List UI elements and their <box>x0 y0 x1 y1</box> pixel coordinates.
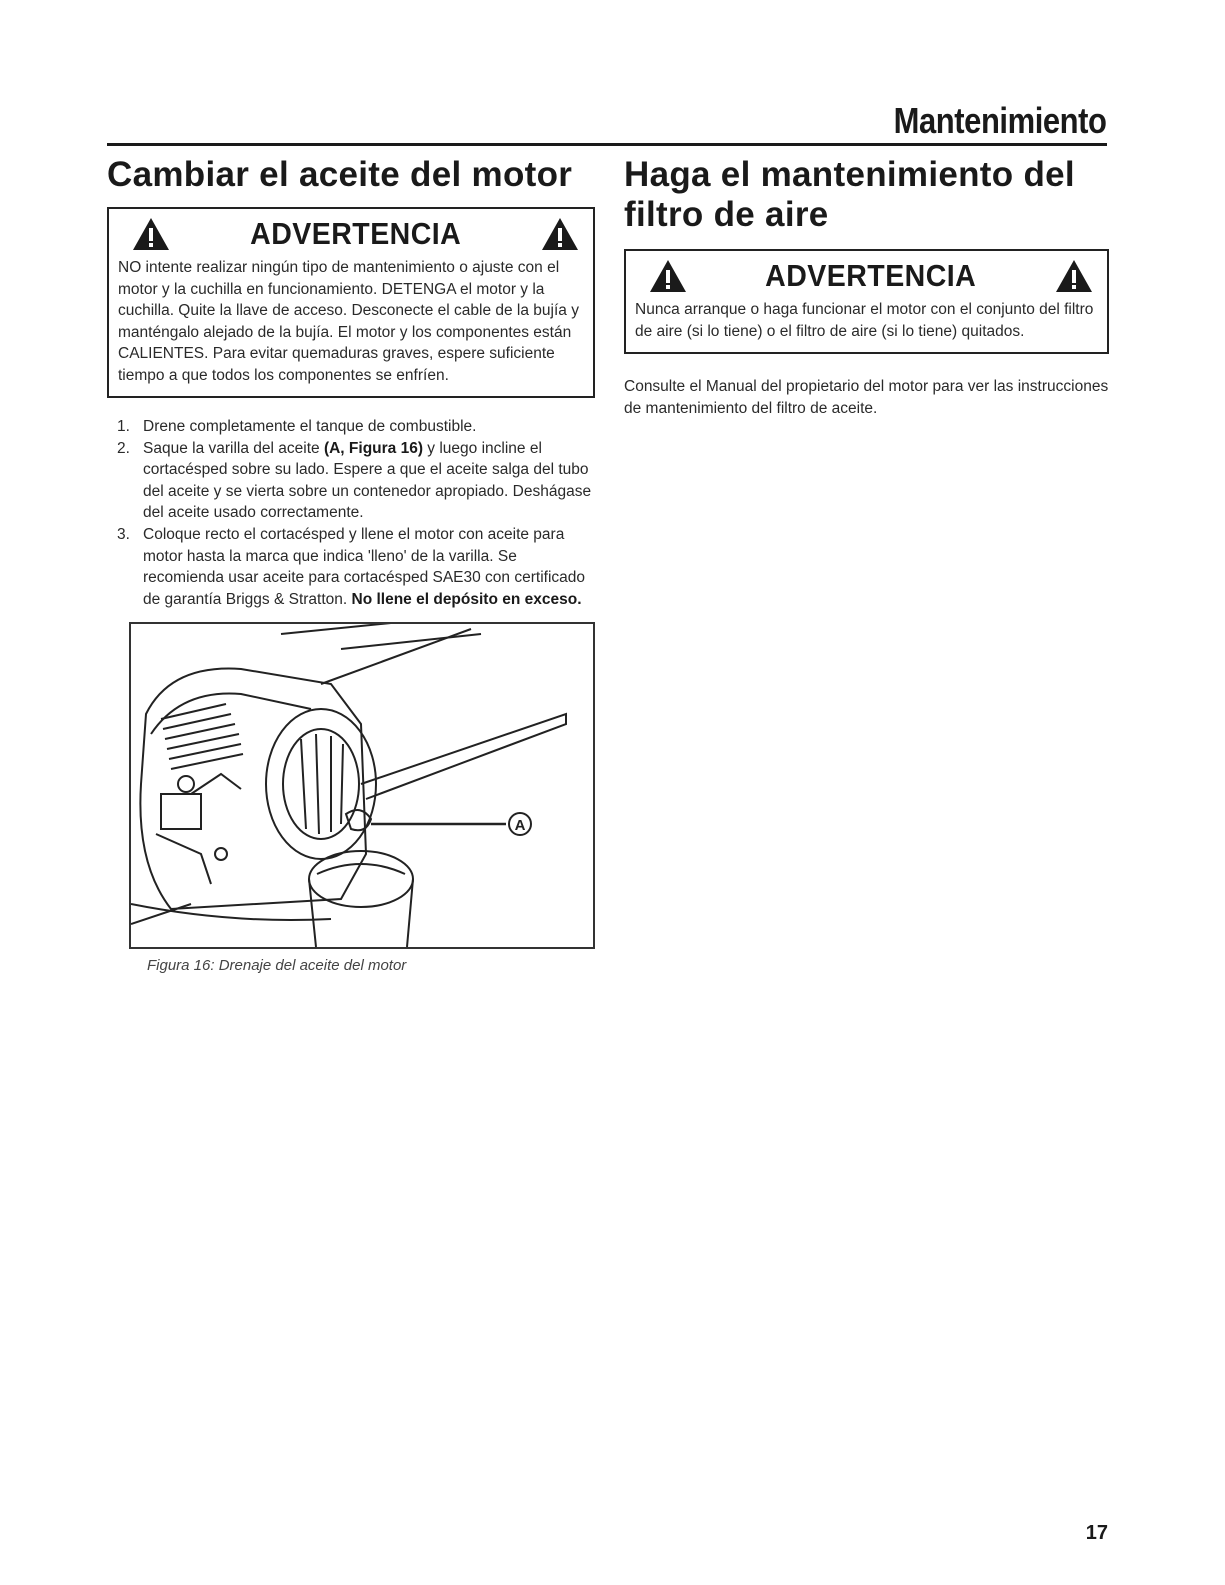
step-number: 3. <box>117 525 130 543</box>
callout-label: A <box>514 817 526 835</box>
step-text-bold: No llene el depósito en exceso. <box>351 590 582 608</box>
air-filter-warning-box <box>624 249 1109 354</box>
warning-text: NO intente realizar ningún tipo de mantenimiento o ajuste con el motor y la cuchilla en funcionamiento. DETENGA el motor y la cuchilla. Quite la llave de acceso. Desconecte el cable de la bujía y manténgalo alejado de la bujía. El motor y los componentes están CALIENTES. Para evitar quemaduras graves, espere suficiente tiempo a que todos los componentes se enfríen. <box>118 259 579 384</box>
warning-header <box>635 255 1099 297</box>
left-column <box>107 155 595 974</box>
step-text: Drene completamente el tanque de combustible. <box>143 418 477 435</box>
step-number: 1. <box>117 418 130 435</box>
warning-header <box>118 213 585 255</box>
warning-title: ADVERTENCIA <box>249 216 462 251</box>
step-item <box>107 438 595 524</box>
step-number: 2. <box>117 439 130 457</box>
step-text: Saque la varilla del aceite <box>143 439 324 457</box>
engine-illustration <box>131 624 593 947</box>
engine-oil-figure <box>129 622 595 949</box>
section-title: Mantenimiento <box>894 100 1107 141</box>
step-text-bold: (A, Figura 16) <box>323 439 423 457</box>
figure-caption: Figura 16: Drenaje del aceite del motor <box>147 957 407 975</box>
warning-triangle-icon <box>649 259 687 293</box>
warning-triangle-icon <box>1055 259 1093 293</box>
step-text: y luego incline el cortacésped sobre su lado. Espere a que el aceite salga del tubo del aceite y se vierta sobre un contenedor apropiado. Deshágase del aceite usado correctamente. <box>143 439 592 522</box>
step-item <box>107 416 595 438</box>
warning-triangle-icon <box>132 217 170 251</box>
procedure-steps <box>107 416 595 610</box>
air-filter-heading: Haga el mantenimiento del filtro de aire <box>624 155 1075 234</box>
oil-warning-box <box>107 207 595 398</box>
step-item <box>107 524 595 610</box>
warning-triangle-icon <box>541 217 579 251</box>
warning-title: ADVERTENCIA <box>765 258 977 293</box>
oil-change-heading: Cambiar el aceite del motor <box>107 155 573 194</box>
right-column <box>624 155 1109 419</box>
page-number: 17 <box>1085 1522 1108 1544</box>
air-filter-paragraph: Consulte el Manual del propietario del motor para ver las instrucciones de mantenimiento del filtro de aceite. <box>624 378 1109 417</box>
warning-text: Nunca arranque o haga funcionar el motor con el conjunto del filtro de aire (si lo tiene) o el filtro de aire (si lo tiene) quitados. <box>635 301 1094 340</box>
header-rule <box>107 143 1107 146</box>
step-text: Coloque recto el cortacésped y llene el motor con aceite para motor hasta la marca que indica 'lleno' de la varilla. Se recomienda usar aceite para cortacésped SAE30 con certificado de garantía Briggs & Stratton. <box>143 525 585 608</box>
